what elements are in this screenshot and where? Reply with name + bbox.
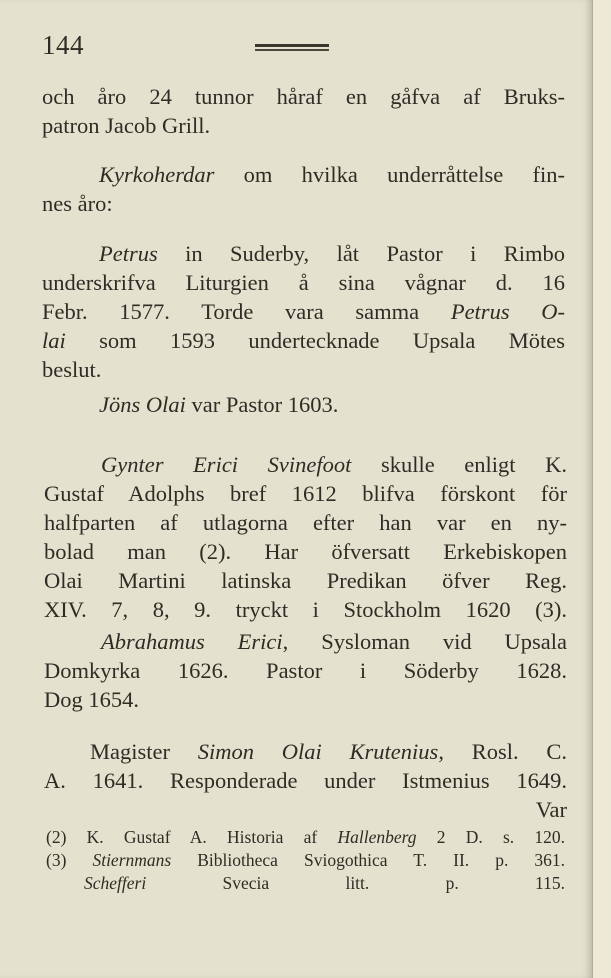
text-line: halfparten af utlagorna efter han var en ny- [44, 510, 567, 535]
italic-name: Abrahamus Erici [101, 629, 283, 654]
text-line: beslut. [42, 357, 102, 382]
text-line: nes åro: [42, 191, 113, 216]
text-line: och åro 24 tunnor håraf en gåfva af Bruks- [42, 84, 565, 109]
text-line: Magister Simon Olai Krutenius, Rosl. C. [90, 739, 567, 764]
text-line: Abrahamus Erici, Sysloman vid Upsala [101, 629, 567, 654]
paragraph-gynter [44, 450, 567, 624]
italic-name: Petrus [99, 241, 158, 266]
text-line: Gynter Erici Svinefoot skulle enligt K. [101, 452, 567, 477]
text-line: Gustaf Adolphs bref 1612 blifva förskont för [44, 481, 567, 506]
text-line: Kyrkoherdar om hvilka underråttelse fin- [99, 162, 565, 187]
paragraph-abrahamus [44, 627, 567, 714]
text-line: Petrus in Suderby, låt Pastor i Rimbo [99, 241, 565, 266]
text-line: XIV. 7, 8, 9. tryckt i Stockholm 1620 (3). [44, 597, 567, 622]
text-line: Olai Martini latinska Predikan öfver Reg. [44, 568, 567, 593]
text-line: Jöns Olai var Pastor 1603. [99, 392, 339, 417]
text-line: Febr. 1577. Torde vara samma Petrus O- [42, 299, 565, 324]
paragraph-bruks [42, 82, 565, 140]
italic-name: Jöns Olai [99, 392, 186, 417]
footnote-2: (2) K. Gustaf A. Historia af Hallenberg 2 D. s. 120. [46, 827, 565, 847]
paragraph-kyrkoherdar [42, 160, 565, 218]
text-line: Dog 1654. [44, 687, 139, 712]
italic-name: Gynter Erici Svinefoot [101, 452, 352, 477]
page-edge [592, 0, 611, 978]
header-ornament-icon [255, 44, 329, 53]
italic-name: Simon Olai Krutenius [197, 739, 439, 764]
text-line: bolad man (2). Har öfversatt Erkebiskopen [44, 539, 567, 564]
italic-name: lai [42, 328, 66, 353]
footnote-3-continuation: Schefferi Svecia litt. p. 115. [84, 873, 565, 893]
text-line: lai som 1593 undertecknade Upsala Mötes [42, 328, 565, 353]
footnote-3: (3) Stiernmans Bibliotheca Sviogothica T. II. p. 361. [46, 850, 565, 870]
text-line: underskrifva Liturgien å sina vågnar d. 16 [42, 270, 565, 295]
page-header [42, 30, 542, 70]
page-number: 144 [42, 30, 84, 60]
text-line: Domkyrka 1626. Pastor i Söderby 1628. [44, 658, 567, 683]
paragraph-magister [44, 737, 567, 824]
footnotes [46, 826, 565, 895]
italic-name: Petrus O- [450, 299, 565, 324]
catchword: Var [535, 797, 567, 822]
text-line: patron Jacob Grill. [42, 113, 211, 138]
text-line: A. 1641. Responderade under Istmenius 1649. [44, 768, 567, 793]
paragraph-jons-olai [42, 390, 565, 419]
italic-term: Kyrkoherdar [99, 162, 215, 187]
paragraph-petrus [42, 239, 565, 384]
